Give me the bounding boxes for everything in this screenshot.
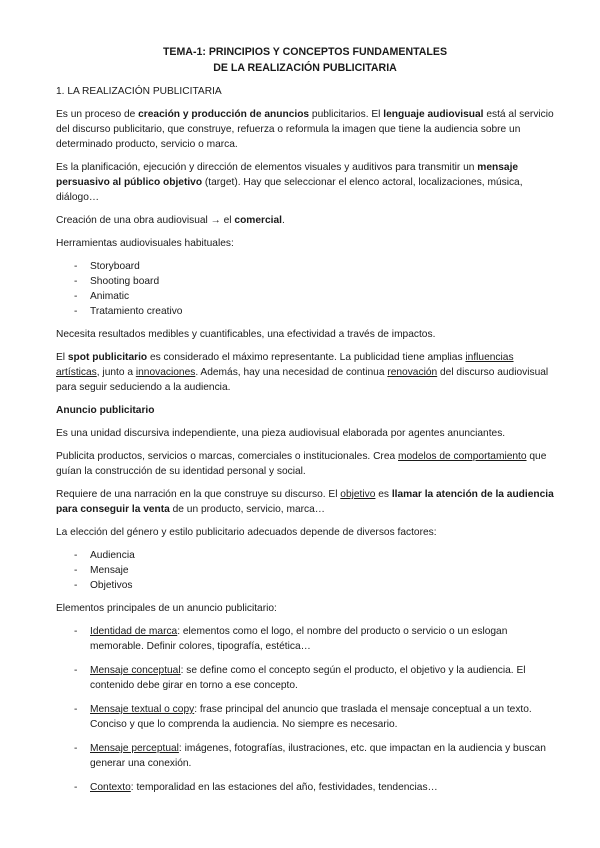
- paragraph-definition: Es un proceso de creación y producción de anuncios publicitarios. El lenguaje audiovisual está al servicio del discurso publicitario, que construye, refuerza o reformula la imagen que tiene la audiencia sobre un determinado producto, servicio o marca.: [56, 109, 554, 150]
- list-item: - Mensaje: [56, 563, 554, 578]
- list-item: - Identidad de marca: elementos como el logo, el nombre del producto o servicio o un eslogan memorable. Definir colores, tipografía, estética…: [56, 624, 554, 654]
- list-item: - Contexto: temporalidad en las estaciones del año, festividades, tendencias…: [56, 780, 554, 795]
- section-heading: 1. LA REALIZACIÓN PUBLICITARIA: [56, 86, 222, 97]
- factors-list: [56, 548, 554, 593]
- paragraph-publicita: Publicita productos, servicios o marcas, comerciales o institucionales. Crea modelos de comportamiento que guían la construcción de su identidad personal y social.: [56, 451, 547, 477]
- paragraph-spot: El spot publicitario es considerado el máximo representante. La publicidad tiene amplias influencias artísticas, junto a innovaciones. Además, hay una necesidad de continua renovación del discurso audiovisual para seguir seduciendo a la audiencia.: [56, 352, 549, 393]
- tools-list: [56, 259, 554, 319]
- paragraph-unit: Es una unidad discursiva independiente, una pieza audiovisual elaborada por agentes anunciantes.: [56, 428, 506, 439]
- list-item: - Audiencia: [56, 548, 554, 563]
- title-line-1: TEMA-1: PRINCIPIOS Y CONCEPTOS FUNDAMENTALES: [162, 46, 448, 58]
- paragraph-results: Necesita resultados medibles y cuantificables, una efectividad a través de impactos.: [56, 329, 436, 340]
- list-item: - Objetivos: [56, 578, 554, 593]
- list-item: - Storyboard: [56, 259, 554, 274]
- list-item: - Animatic: [56, 289, 554, 304]
- elements-intro: Elementos principales de un anuncio publicitario:: [56, 603, 277, 614]
- paragraph-planning: Es la planificación, ejecución y dirección de elementos visuales y auditivos para transmitir un mensaje persuasivo al público objetivo (target). Hay que seleccionar el elenco actoral, localizaciones, música, diálogo…: [56, 162, 523, 203]
- list-item: - Mensaje conceptual: se define como el concepto según el producto, el objetivo y la audiencia. El contenido debe girar en torno a ese concepto.: [56, 663, 554, 693]
- list-item: - Mensaje perceptual: imágenes, fotografías, ilustraciones, etc. que impactan en la audiencia y buscan generar una conexión.: [56, 741, 554, 771]
- paragraph-commercial: Creación de una obra audiovisual → el comercial.: [56, 215, 285, 226]
- list-item: - Shooting board: [56, 274, 554, 289]
- list-item: - Tratamiento creativo: [56, 304, 554, 319]
- paragraph-genre: La elección del género y estilo publicitario adecuados depende de diversos factores:: [56, 527, 437, 538]
- tools-intro: Herramientas audiovisuales habituales:: [56, 238, 234, 249]
- subheading-anuncio: Anuncio publicitario: [56, 405, 155, 416]
- elements-list: [56, 624, 554, 795]
- document-title: [56, 44, 554, 76]
- paragraph-narration: Requiere de una narración en la que construye su discurso. El objetivo es llamar la atención de la audiencia para conseguir la venta de un producto, servicio, marca…: [56, 489, 554, 515]
- title-line-2: DE LA REALIZACIÓN PUBLICITARIA: [213, 62, 397, 74]
- list-item: - Mensaje textual o copy: frase principal del anuncio que traslada el mensaje conceptual a un texto. Conciso y que lo comprenda la audiencia. No siempre es necesario.: [56, 702, 554, 732]
